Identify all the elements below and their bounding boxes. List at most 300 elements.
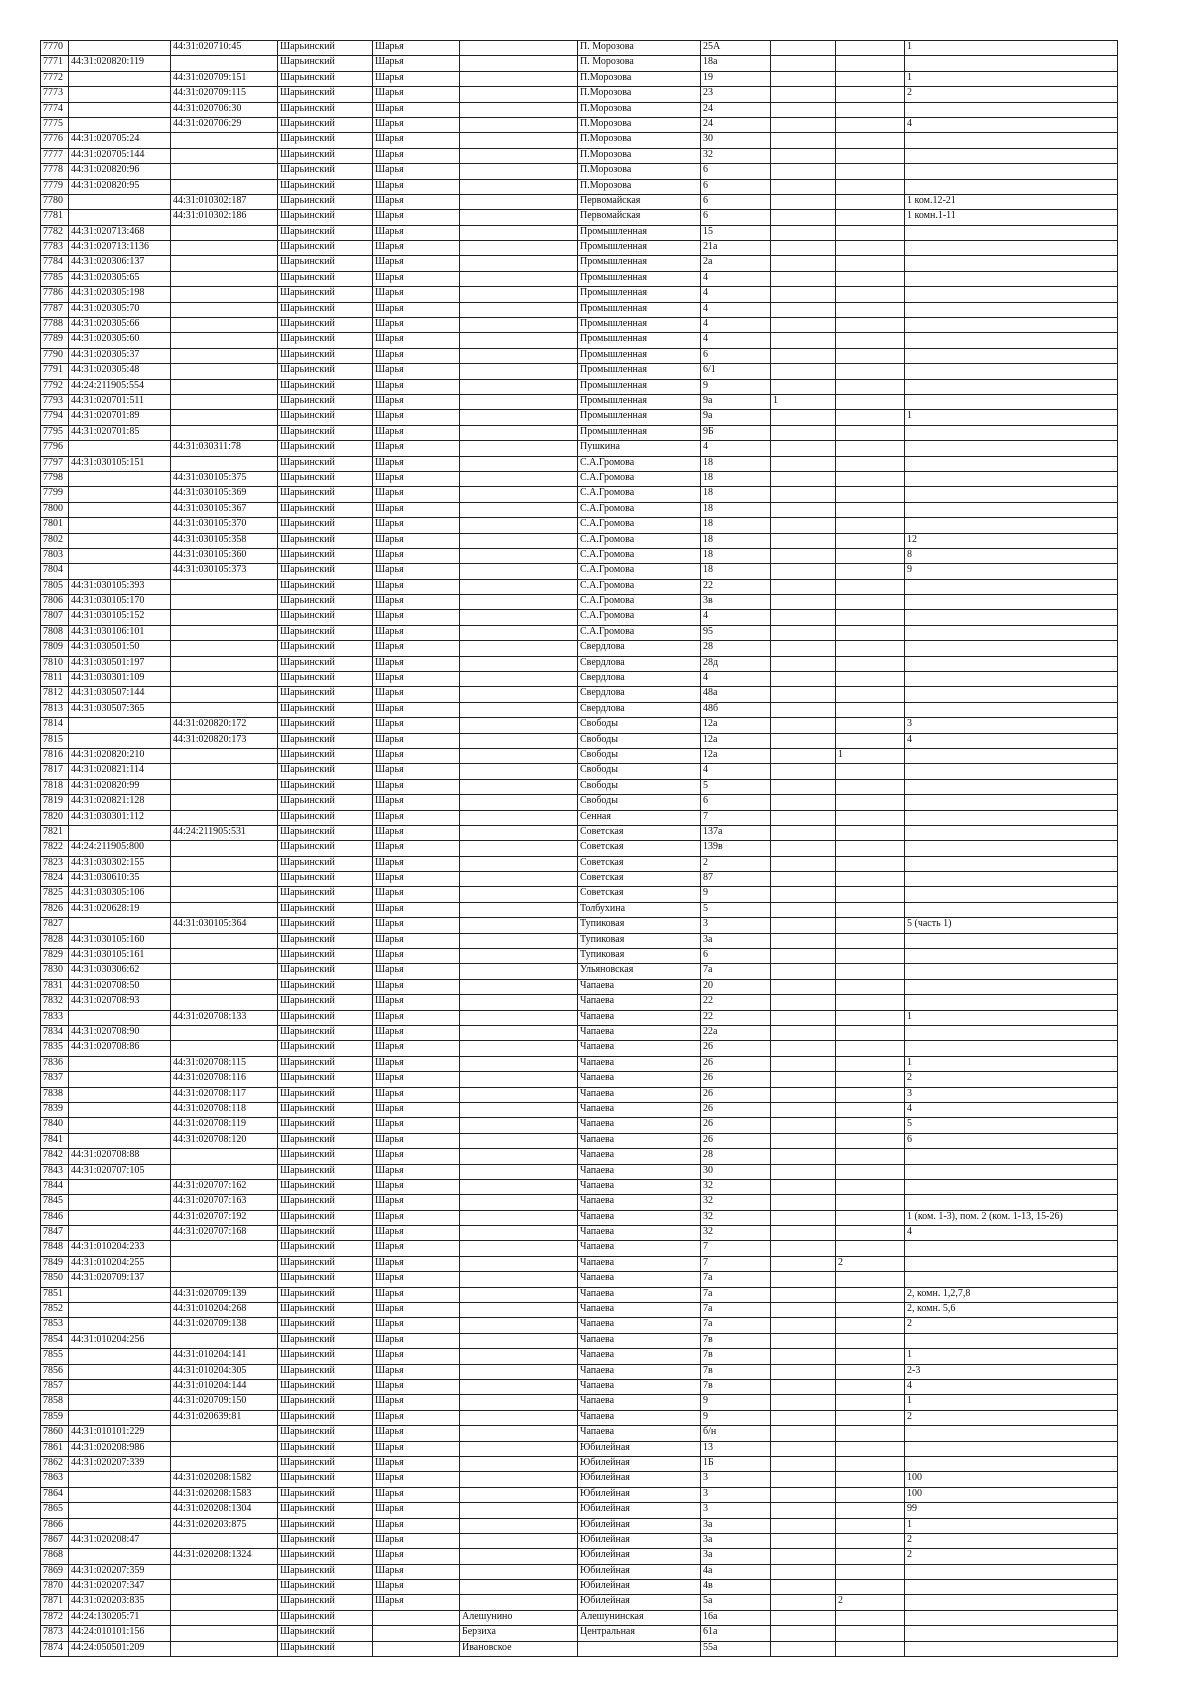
structure-cell [836, 56, 905, 71]
settlement-cell [460, 1472, 578, 1487]
building-cell [771, 1349, 836, 1364]
settlement-cell [460, 1272, 578, 1287]
building-cell [771, 41, 836, 56]
apartment-cell [905, 456, 1118, 471]
house-cell: 22а [701, 1026, 771, 1041]
district-cell: Шарьинский [278, 1072, 373, 1087]
apartment-cell [905, 964, 1118, 979]
building-cell [771, 179, 836, 194]
structure-cell [836, 1318, 905, 1333]
settlement-cell [460, 902, 578, 917]
apartment-cell: 4 [905, 117, 1118, 132]
apartment-cell [905, 656, 1118, 671]
street-cell: Юбилейная [578, 1549, 701, 1564]
street-cell: С.А.Громова [578, 533, 701, 548]
house-cell: 9а [701, 410, 771, 425]
district-cell: Шарьинский [278, 394, 373, 409]
structure-cell [836, 979, 905, 994]
cadastral-number-cell: 44:31:010204:233 [69, 1241, 171, 1256]
apartment-cell [905, 856, 1118, 871]
cadastral-number-cell: 44:31:020709:137 [69, 1272, 171, 1287]
city-cell: Шарья [373, 1379, 460, 1394]
table-row [41, 1226, 1118, 1241]
settlement-cell [460, 1087, 578, 1102]
street-cell: Советская [578, 856, 701, 871]
district-cell: Шарьинский [278, 702, 373, 717]
settlement-cell [460, 225, 578, 240]
house-cell: 9а [701, 394, 771, 409]
settlement-cell [460, 733, 578, 748]
city-cell: Шарья [373, 1456, 460, 1471]
table-row [41, 179, 1118, 194]
structure-cell [836, 1426, 905, 1441]
street-cell: Промышленная [578, 287, 701, 302]
district-cell: Шарьинский [278, 995, 373, 1010]
table-row [41, 1395, 1118, 1410]
settlement-cell [460, 41, 578, 56]
city-cell: Шарья [373, 1087, 460, 1102]
row-number-cell: 7840 [41, 1118, 69, 1133]
city-cell: Шарья [373, 1241, 460, 1256]
house-cell: 7 [701, 810, 771, 825]
city-cell: Шарья [373, 1518, 460, 1533]
cadastral-number-room-cell [171, 1164, 278, 1179]
district-cell: Шарьинский [278, 1041, 373, 1056]
city-cell: Шарья [373, 1395, 460, 1410]
building-cell [771, 1333, 836, 1348]
settlement-cell [460, 595, 578, 610]
district-cell: Шарьинский [278, 918, 373, 933]
street-cell: П. Морозова [578, 56, 701, 71]
street-cell: Юбилейная [578, 1487, 701, 1502]
cadastral-number-room-cell: 44:31:010302:186 [171, 210, 278, 225]
settlement-cell [460, 533, 578, 548]
district-cell: Шарьинский [278, 1472, 373, 1487]
property-registry-table [40, 40, 1118, 1657]
street-cell: Чапаева [578, 1118, 701, 1133]
apartment-cell: 1 (ком. 1-3), пом. 2 (ком. 1-13, 15-26) [905, 1210, 1118, 1225]
house-cell: 5 [701, 779, 771, 794]
building-cell [771, 1026, 836, 1041]
building-cell [771, 579, 836, 594]
table-row [41, 1364, 1118, 1379]
table-row [41, 887, 1118, 902]
street-cell: Толбухина [578, 902, 701, 917]
structure-cell [836, 1610, 905, 1625]
structure-cell [836, 1518, 905, 1533]
structure-cell [836, 210, 905, 225]
apartment-cell [905, 441, 1118, 456]
street-cell: П.Морозова [578, 87, 701, 102]
cadastral-number-cell [69, 1087, 171, 1102]
building-cell [771, 687, 836, 702]
city-cell: Шарья [373, 610, 460, 625]
structure-cell [836, 1333, 905, 1348]
house-cell: 87 [701, 872, 771, 887]
table-row [41, 1149, 1118, 1164]
row-number-cell: 7870 [41, 1580, 69, 1595]
structure-cell [836, 779, 905, 794]
street-cell: Чапаева [578, 1379, 701, 1394]
cadastral-number-room-cell [171, 1641, 278, 1656]
city-cell: Шарья [373, 425, 460, 440]
row-number-cell: 7824 [41, 872, 69, 887]
district-cell: Шарьинский [278, 533, 373, 548]
house-cell: 15 [701, 225, 771, 240]
cadastral-number-cell [69, 1133, 171, 1148]
city-cell: Шарья [373, 87, 460, 102]
street-cell: Промышленная [578, 348, 701, 363]
cadastral-number-room-cell: 44:31:020208:1582 [171, 1472, 278, 1487]
cadastral-number-cell: 44:31:020821:114 [69, 764, 171, 779]
settlement-cell [460, 1580, 578, 1595]
building-cell [771, 225, 836, 240]
building-cell [771, 733, 836, 748]
cadastral-number-room-cell [171, 271, 278, 286]
district-cell: Шарьинский [278, 1333, 373, 1348]
structure-cell [836, 271, 905, 286]
structure-cell [836, 502, 905, 517]
district-cell: Шарьинский [278, 1410, 373, 1425]
cadastral-number-room-cell: 44:31:020708:120 [171, 1133, 278, 1148]
cadastral-number-cell: 44:31:020820:95 [69, 179, 171, 194]
apartment-cell [905, 949, 1118, 964]
row-number-cell: 7812 [41, 687, 69, 702]
district-cell: Шарьинский [278, 672, 373, 687]
city-cell: Шарья [373, 456, 460, 471]
street-cell: Промышленная [578, 379, 701, 394]
row-number-cell: 7808 [41, 625, 69, 640]
row-number-cell: 7854 [41, 1333, 69, 1348]
cadastral-number-room-cell: 44:31:020707:162 [171, 1179, 278, 1194]
cadastral-number-room-cell: 44:31:020709:151 [171, 71, 278, 86]
building-cell [771, 1641, 836, 1656]
house-cell: 3а [701, 1518, 771, 1533]
table-row [41, 1010, 1118, 1025]
cadastral-number-cell [69, 210, 171, 225]
row-number-cell: 7844 [41, 1179, 69, 1194]
house-cell: 18 [701, 502, 771, 517]
settlement-cell [460, 1241, 578, 1256]
city-cell: Шарья [373, 225, 460, 240]
cadastral-number-cell: 44:24:050501:209 [69, 1641, 171, 1656]
structure-cell [836, 610, 905, 625]
building-cell [771, 1102, 836, 1117]
house-cell: 6 [701, 795, 771, 810]
cadastral-number-room-cell: 44:31:020706:29 [171, 117, 278, 132]
structure-cell [836, 887, 905, 902]
cadastral-number-cell: 44:31:020708:88 [69, 1149, 171, 1164]
structure-cell [836, 933, 905, 948]
structure-cell [836, 672, 905, 687]
row-number-cell: 7820 [41, 810, 69, 825]
settlement-cell [460, 1102, 578, 1117]
table-row [41, 117, 1118, 132]
city-cell: Шарья [373, 1164, 460, 1179]
district-cell: Шарьинский [278, 364, 373, 379]
cadastral-number-cell [69, 117, 171, 132]
cadastral-number-room-cell: 44:31:010204:268 [171, 1303, 278, 1318]
settlement-cell [460, 56, 578, 71]
cadastral-number-room-cell [171, 1626, 278, 1641]
house-cell: 9Б [701, 425, 771, 440]
cadastral-number-room-cell [171, 1333, 278, 1348]
street-cell: Юбилейная [578, 1503, 701, 1518]
structure-cell [836, 872, 905, 887]
apartment-cell [905, 241, 1118, 256]
city-cell: Шарья [373, 1272, 460, 1287]
cadastral-number-room-cell [171, 164, 278, 179]
apartment-cell [905, 1626, 1118, 1641]
cadastral-number-cell: 44:31:030610:35 [69, 872, 171, 887]
city-cell: Шарья [373, 1149, 460, 1164]
cadastral-number-cell: 44:31:020628:19 [69, 902, 171, 917]
table-row [41, 364, 1118, 379]
cadastral-number-room-cell: 44:31:020820:172 [171, 718, 278, 733]
table-row [41, 425, 1118, 440]
apartment-cell: 4 [905, 733, 1118, 748]
apartment-cell [905, 1241, 1118, 1256]
city-cell: Шарья [373, 241, 460, 256]
row-number-cell: 7842 [41, 1149, 69, 1164]
apartment-cell [905, 979, 1118, 994]
street-cell: Чапаева [578, 1410, 701, 1425]
street-cell: Чапаева [578, 1133, 701, 1148]
table-row [41, 548, 1118, 563]
settlement-cell [460, 610, 578, 625]
street-cell: Чапаева [578, 1210, 701, 1225]
structure-cell [836, 1195, 905, 1210]
structure-cell [836, 548, 905, 563]
house-cell: 7в [701, 1333, 771, 1348]
district-cell: Шарьинский [278, 1426, 373, 1441]
table-row [41, 87, 1118, 102]
district-cell: Шарьинский [278, 1179, 373, 1194]
table-row [41, 148, 1118, 163]
structure-cell [836, 225, 905, 240]
apartment-cell: 1 [905, 410, 1118, 425]
building-cell [771, 1610, 836, 1625]
row-number-cell: 7861 [41, 1441, 69, 1456]
district-cell: Шарьинский [278, 1487, 373, 1502]
city-cell: Шарья [373, 748, 460, 763]
district-cell: Шарьинский [278, 1256, 373, 1271]
city-cell: Шарья [373, 441, 460, 456]
apartment-cell [905, 933, 1118, 948]
settlement-cell [460, 1149, 578, 1164]
city-cell: Шарья [373, 1364, 460, 1379]
structure-cell [836, 487, 905, 502]
district-cell: Шарьинский [278, 1503, 373, 1518]
row-number-cell: 7772 [41, 71, 69, 86]
house-cell: 48б [701, 702, 771, 717]
building-cell [771, 471, 836, 486]
settlement-cell [460, 825, 578, 840]
structure-cell [836, 1010, 905, 1025]
table-row [41, 333, 1118, 348]
settlement-cell [460, 1210, 578, 1225]
building-cell: 1 [771, 394, 836, 409]
apartment-cell [905, 902, 1118, 917]
city-cell: Шарья [373, 133, 460, 148]
cadastral-number-room-cell [171, 933, 278, 948]
row-number-cell: 7835 [41, 1041, 69, 1056]
apartment-cell [905, 579, 1118, 594]
cadastral-number-room-cell [171, 1564, 278, 1579]
table-row [41, 1241, 1118, 1256]
row-number-cell: 7807 [41, 610, 69, 625]
street-cell: Чапаева [578, 1026, 701, 1041]
row-number-cell: 7848 [41, 1241, 69, 1256]
structure-cell [836, 841, 905, 856]
settlement-cell [460, 1256, 578, 1271]
structure-cell [836, 1441, 905, 1456]
structure-cell [836, 825, 905, 840]
table-row [41, 856, 1118, 871]
street-cell: Промышленная [578, 425, 701, 440]
table-row [41, 1210, 1118, 1225]
building-cell [771, 918, 836, 933]
settlement-cell [460, 672, 578, 687]
district-cell: Шарьинский [278, 748, 373, 763]
row-number-cell: 7874 [41, 1641, 69, 1656]
settlement-cell [460, 1072, 578, 1087]
street-cell: Чапаева [578, 1395, 701, 1410]
cadastral-number-room-cell: 44:31:020708:115 [171, 1056, 278, 1071]
street-cell: Чапаева [578, 1364, 701, 1379]
table-row [41, 410, 1118, 425]
street-cell: Свердлова [578, 702, 701, 717]
apartment-cell [905, 641, 1118, 656]
structure-cell [836, 1641, 905, 1656]
building-cell [771, 856, 836, 871]
cadastral-number-cell [69, 1472, 171, 1487]
settlement-cell [460, 333, 578, 348]
row-number-cell: 7815 [41, 733, 69, 748]
city-cell: Шарья [373, 210, 460, 225]
row-number-cell: 7865 [41, 1503, 69, 1518]
apartment-cell: 9 [905, 564, 1118, 579]
house-cell: 26 [701, 1072, 771, 1087]
structure-cell [836, 1472, 905, 1487]
city-cell: Шарья [373, 1287, 460, 1302]
building-cell [771, 210, 836, 225]
settlement-cell [460, 995, 578, 1010]
table-row [41, 656, 1118, 671]
city-cell: Шарья [373, 1256, 460, 1271]
building-cell [771, 1256, 836, 1271]
house-cell: 4 [701, 610, 771, 625]
house-cell: 5а [701, 1595, 771, 1610]
table-row [41, 1102, 1118, 1117]
row-number-cell: 7847 [41, 1226, 69, 1241]
apartment-cell [905, 348, 1118, 363]
cadastral-number-room-cell [171, 872, 278, 887]
cadastral-number-cell: 44:31:030105:393 [69, 579, 171, 594]
settlement-cell [460, 117, 578, 132]
structure-cell [836, 133, 905, 148]
building-cell [771, 1364, 836, 1379]
apartment-cell [905, 518, 1118, 533]
cadastral-number-room-cell: 44:31:020707:192 [171, 1210, 278, 1225]
structure-cell [836, 1626, 905, 1641]
settlement-cell [460, 441, 578, 456]
house-cell: 9 [701, 887, 771, 902]
house-cell: 13 [701, 1441, 771, 1456]
structure-cell [836, 795, 905, 810]
district-cell: Шарьинский [278, 287, 373, 302]
city-cell: Шарья [373, 795, 460, 810]
street-cell: С.А.Громова [578, 610, 701, 625]
settlement-cell [460, 795, 578, 810]
structure-cell [836, 194, 905, 209]
settlement-cell [460, 1133, 578, 1148]
building-cell [771, 1179, 836, 1194]
cadastral-number-cell: 44:31:020203:835 [69, 1595, 171, 1610]
settlement-cell [460, 133, 578, 148]
house-cell: 6 [701, 210, 771, 225]
building-cell [771, 518, 836, 533]
district-cell: Шарьинский [278, 1133, 373, 1148]
apartment-cell [905, 887, 1118, 902]
building-cell [771, 241, 836, 256]
table-row [41, 1595, 1118, 1610]
city-cell: Шарья [373, 333, 460, 348]
house-cell: 32 [701, 1226, 771, 1241]
building-cell [771, 271, 836, 286]
structure-cell [836, 1041, 905, 1056]
building-cell [771, 949, 836, 964]
cadastral-number-cell [69, 502, 171, 517]
apartment-cell [905, 995, 1118, 1010]
cadastral-number-room-cell: 44:31:020710:45 [171, 41, 278, 56]
city-cell: Шарья [373, 995, 460, 1010]
settlement-cell [460, 718, 578, 733]
table-row [41, 533, 1118, 548]
cadastral-number-room-cell: 44:31:010204:144 [171, 1379, 278, 1394]
row-number-cell: 7804 [41, 564, 69, 579]
street-cell: Чапаева [578, 1087, 701, 1102]
row-number-cell: 7827 [41, 918, 69, 933]
building-cell [771, 810, 836, 825]
apartment-cell [905, 179, 1118, 194]
building-cell [771, 1118, 836, 1133]
table-row [41, 641, 1118, 656]
table-row [41, 1041, 1118, 1056]
cadastral-number-cell [69, 41, 171, 56]
cadastral-number-room-cell: 44:31:030105:370 [171, 518, 278, 533]
row-number-cell: 7780 [41, 194, 69, 209]
structure-cell [836, 656, 905, 671]
building-cell [771, 1472, 836, 1487]
cadastral-number-cell: 44:31:020707:105 [69, 1164, 171, 1179]
building-cell [771, 825, 836, 840]
settlement-cell [460, 287, 578, 302]
street-cell: Чапаева [578, 1318, 701, 1333]
structure-cell [836, 441, 905, 456]
street-cell: Промышленная [578, 333, 701, 348]
house-cell: 6 [701, 194, 771, 209]
row-number-cell: 7800 [41, 502, 69, 517]
street-cell: Промышленная [578, 256, 701, 271]
row-number-cell: 7869 [41, 1564, 69, 1579]
apartment-cell [905, 748, 1118, 763]
house-cell: 6 [701, 348, 771, 363]
structure-cell: 2 [836, 1595, 905, 1610]
apartment-cell: 1 [905, 41, 1118, 56]
cadastral-number-room-cell [171, 1456, 278, 1471]
structure-cell [836, 394, 905, 409]
